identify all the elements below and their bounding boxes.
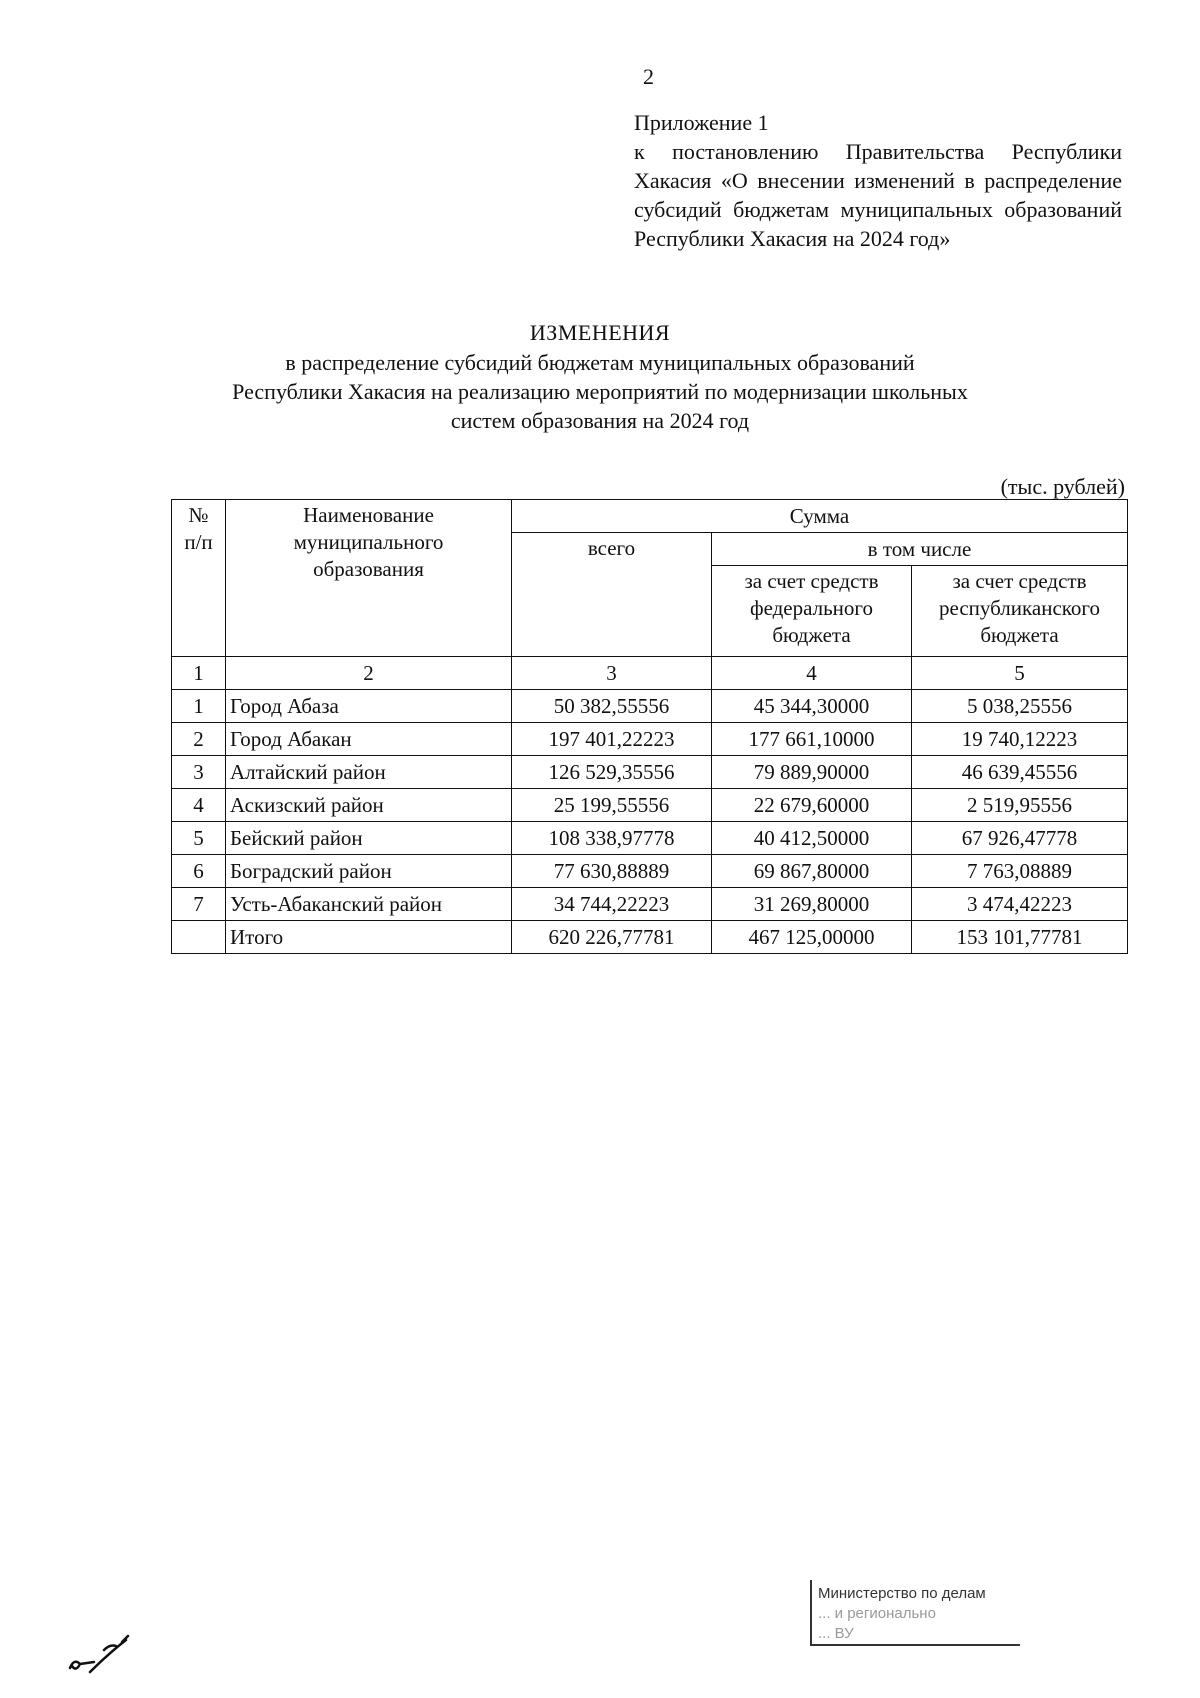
table-row <box>172 756 1128 789</box>
appendix-block <box>634 108 1122 253</box>
row-name: Боградский район <box>226 855 512 888</box>
table-row <box>172 723 1128 756</box>
heading-line-2: Республики Хакасия на реализацию мероприятий по модернизации школьных <box>232 379 968 404</box>
heading-line-1: в распределение субсидий бюджетам муниципальных образований <box>285 350 915 375</box>
row-federal: 22 679,60000 <box>712 789 912 822</box>
totals-federal: 467 125,00000 <box>712 921 912 954</box>
row-name: Город Абакан <box>226 723 512 756</box>
column-number: 5 <box>912 657 1128 690</box>
row-total: 25 199,55556 <box>512 789 712 822</box>
row-total: 126 529,35556 <box>512 756 712 789</box>
totals-no <box>172 921 226 954</box>
column-number: 2 <box>226 657 512 690</box>
stamp-line-2: ... и регионально <box>818 1605 936 1622</box>
table-row <box>172 888 1128 921</box>
document-heading <box>180 318 1020 435</box>
row-no: 3 <box>172 756 226 789</box>
header-republic: за счет средств республиканского бюджета <box>912 566 1128 657</box>
row-republic: 67 926,47778 <box>912 822 1128 855</box>
units-label: (тыс. рублей) <box>1000 474 1125 499</box>
header-federal: за счет средств федерального бюджета <box>712 566 912 657</box>
row-total: 108 338,97778 <box>512 822 712 855</box>
totals-total: 620 226,77781 <box>512 921 712 954</box>
row-federal: 79 889,90000 <box>712 756 912 789</box>
row-republic: 7 763,08889 <box>912 855 1128 888</box>
row-no: 7 <box>172 888 226 921</box>
stamp-line-1: Министерство по делам <box>818 1585 986 1602</box>
row-no: 2 <box>172 723 226 756</box>
header-name: Наименование муниципального образования <box>226 500 512 657</box>
stamp-line-3: ... ВУ <box>818 1625 854 1642</box>
row-republic: 46 639,45556 <box>912 756 1128 789</box>
header-including: в том числе <box>712 533 1128 566</box>
column-number: 4 <box>712 657 912 690</box>
row-republic: 3 474,42223 <box>912 888 1128 921</box>
subsidy-table <box>171 499 1128 954</box>
appendix-title: Приложение 1 <box>634 110 769 135</box>
row-federal: 40 412,50000 <box>712 822 912 855</box>
row-total: 197 401,22223 <box>512 723 712 756</box>
row-name: Бейский район <box>226 822 512 855</box>
row-name: Усть-Абаканский район <box>226 888 512 921</box>
row-federal: 69 867,80000 <box>712 855 912 888</box>
totals-name: Итого <box>226 921 512 954</box>
heading-title: ИЗМЕНЕНИЯ <box>529 320 671 345</box>
table-row <box>172 789 1128 822</box>
row-republic: 5 038,25556 <box>912 690 1128 723</box>
row-no: 4 <box>172 789 226 822</box>
row-federal: 45 344,30000 <box>712 690 912 723</box>
totals-republic: 153 101,77781 <box>912 921 1128 954</box>
row-name: Город Абаза <box>226 690 512 723</box>
row-total: 77 630,88889 <box>512 855 712 888</box>
row-no: 6 <box>172 855 226 888</box>
heading-line-3: систем образования на 2024 год <box>450 408 750 433</box>
row-name: Алтайский район <box>226 756 512 789</box>
header-sum: Сумма <box>512 500 1128 533</box>
row-total: 34 744,22223 <box>512 888 712 921</box>
appendix-text: к постановлению Правительства Республики Хакасия «О внесении изменений в распределение субсидий бюджетам муниципальных образований Республики Хакасия на 2024 год» <box>634 139 1122 251</box>
row-no: 1 <box>172 690 226 723</box>
header-total: всего <box>512 533 712 657</box>
row-republic: 2 519,95556 <box>912 789 1128 822</box>
column-number: 1 <box>172 657 226 690</box>
column-number: 3 <box>512 657 712 690</box>
row-republic: 19 740,12223 <box>912 723 1128 756</box>
header-no: № п/п <box>172 500 226 657</box>
page-number: 2 <box>643 64 654 89</box>
table-row <box>172 822 1128 855</box>
row-federal: 31 269,80000 <box>712 888 912 921</box>
column-numbers-row <box>172 657 1128 690</box>
signature-mark <box>64 1628 154 1678</box>
table-row <box>172 855 1128 888</box>
row-name: Аскизский район <box>226 789 512 822</box>
table-row <box>172 690 1128 723</box>
totals-row <box>172 921 1128 954</box>
registration-stamp <box>810 1580 1020 1646</box>
row-total: 50 382,55556 <box>512 690 712 723</box>
row-federal: 177 661,10000 <box>712 723 912 756</box>
row-no: 5 <box>172 822 226 855</box>
